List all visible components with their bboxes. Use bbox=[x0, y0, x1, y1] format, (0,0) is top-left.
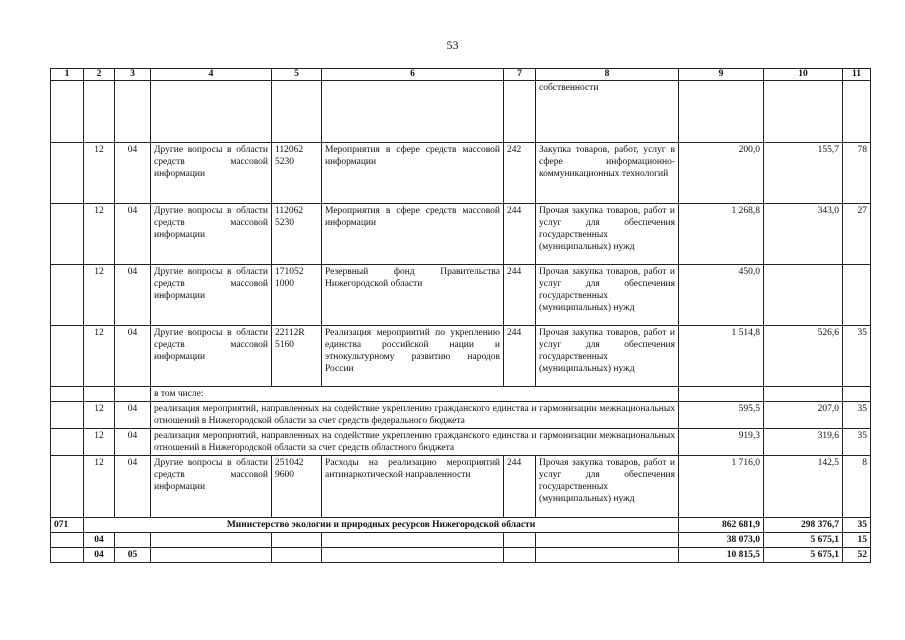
executed-amount: 155,7 bbox=[764, 143, 843, 204]
section-code: 04 bbox=[84, 548, 115, 563]
section-code: 12 bbox=[84, 265, 115, 326]
target-article-name: Реализация мероприятий по укреплению единства российской нации и этнокультурному развитию народов России bbox=[322, 326, 504, 387]
target-article-code: 171052 1000 bbox=[272, 265, 322, 326]
including-label: в том числе: bbox=[151, 387, 679, 402]
table-row bbox=[51, 518, 871, 533]
section-code: 12 bbox=[84, 326, 115, 387]
ministry-code: 071 bbox=[51, 518, 84, 533]
target-article-code: 22112R 5160 bbox=[272, 326, 322, 387]
execution-percent: 8 bbox=[843, 456, 871, 518]
expense-type-cell: Прочая закупка товаров, работ и услуг для обеспечения государственных (муниципальных) нужд bbox=[536, 265, 679, 326]
planned-amount: 1 268,8 bbox=[679, 204, 764, 265]
ministry-name: Министерство экологии и природных ресурсов Нижегородской области bbox=[84, 518, 679, 533]
target-article-code: 112062 5230 bbox=[272, 204, 322, 265]
executed-amount: 343,0 bbox=[764, 204, 843, 265]
planned-amount: 200,0 bbox=[679, 143, 764, 204]
header-cell: 10 bbox=[764, 69, 843, 81]
header-cell: 6 bbox=[322, 69, 504, 81]
header-cell: 4 bbox=[151, 69, 272, 81]
expense-type-code: 244 bbox=[504, 204, 536, 265]
table-row bbox=[51, 429, 871, 456]
planned-amount: 862 681,9 bbox=[679, 518, 764, 533]
execution-percent: 52 bbox=[843, 548, 871, 563]
planned-amount: 595,5 bbox=[679, 402, 764, 429]
section-code: 12 bbox=[84, 456, 115, 518]
subsection-code: 04 bbox=[115, 456, 151, 518]
planned-amount: 1 716,0 bbox=[679, 456, 764, 518]
subsection-code: 05 bbox=[115, 548, 151, 563]
execution-percent: 35 bbox=[843, 518, 871, 533]
target-article-name: Мероприятия в сфере средств массовой информации bbox=[322, 143, 504, 204]
header-cell: 11 bbox=[843, 69, 871, 81]
execution-percent: 15 bbox=[843, 533, 871, 548]
subsection-code: 04 bbox=[115, 204, 151, 265]
header-cell: 5 bbox=[272, 69, 322, 81]
target-article-name: Резервный фонд Правительства Нижегородской области bbox=[322, 265, 504, 326]
section-name: Другие вопросы в области средств массовой информации bbox=[151, 265, 272, 326]
subsection-code bbox=[115, 533, 151, 548]
expense-type-cell: Прочая закупка товаров, работ и услуг для обеспечения государственных (муниципальных) нужд bbox=[536, 326, 679, 387]
subsection-code: 04 bbox=[115, 143, 151, 204]
executed-amount: 5 675,1 bbox=[764, 548, 843, 563]
page-number: 53 bbox=[446, 38, 459, 52]
expense-type-cell: Прочая закупка товаров, работ и услуг для обеспечения государственных (муниципальных) нужд bbox=[536, 204, 679, 265]
section-code: 12 bbox=[84, 429, 115, 456]
subsection-code: 04 bbox=[115, 402, 151, 429]
table-row bbox=[51, 456, 871, 518]
planned-amount: 450,0 bbox=[679, 265, 764, 326]
expense-type-code: 244 bbox=[504, 456, 536, 518]
executed-amount: 5 675,1 bbox=[764, 533, 843, 548]
table-row bbox=[51, 533, 871, 548]
executed-amount: 526,6 bbox=[764, 326, 843, 387]
target-article-name: Мероприятия в сфере средств массовой информации bbox=[322, 204, 504, 265]
section-code: 12 bbox=[84, 204, 115, 265]
subsection-code: 04 bbox=[115, 429, 151, 456]
planned-amount: 38 073,0 bbox=[679, 533, 764, 548]
planned-amount: 1 514,8 bbox=[679, 326, 764, 387]
expense-type-cell: Закупка товаров, работ, услуг в сфере информационно-коммуникационных технологий bbox=[536, 143, 679, 204]
planned-amount: 10 815,5 bbox=[679, 548, 764, 563]
expense-type-code: 244 bbox=[504, 326, 536, 387]
execution-percent: 35 bbox=[843, 326, 871, 387]
header-cell: 7 bbox=[504, 69, 536, 81]
header-cell: 3 bbox=[115, 69, 151, 81]
header-cell: 8 bbox=[536, 69, 679, 81]
execution-percent: 35 bbox=[843, 429, 871, 456]
section-name: Другие вопросы в области средств массовой информации bbox=[151, 204, 272, 265]
table-row bbox=[51, 265, 871, 326]
section-code: 12 bbox=[84, 143, 115, 204]
expense-type-cell: Прочая закупка товаров, работ и услуг для обеспечения государственных (муниципальных) нужд bbox=[536, 456, 679, 518]
execution-percent: 35 bbox=[843, 402, 871, 429]
target-article-name: Расходы на реализацию мероприятий антинаркотической направленности bbox=[322, 456, 504, 518]
executed-amount: 207,0 bbox=[764, 402, 843, 429]
section-code: 04 bbox=[84, 533, 115, 548]
sub-item-description: реализация мероприятий, направленных на содействие укреплению гражданского единства и гармонизации межнациональных отношений в Нижегородской области за счет средств федерального бюджета bbox=[151, 402, 679, 429]
subsection-code: 04 bbox=[115, 265, 151, 326]
executed-amount: 319,6 bbox=[764, 429, 843, 456]
execution-percent: 78 bbox=[843, 143, 871, 204]
header-cell: 2 bbox=[84, 69, 115, 81]
section-name: Другие вопросы в области средств массовой информации bbox=[151, 326, 272, 387]
execution-percent: 27 bbox=[843, 204, 871, 265]
budget-table bbox=[50, 68, 871, 563]
table-row bbox=[51, 143, 871, 204]
executed-amount: 298 376,7 bbox=[764, 518, 843, 533]
table-row bbox=[51, 326, 871, 387]
expense-type-code: 244 bbox=[504, 265, 536, 326]
executed-amount bbox=[764, 265, 843, 326]
subsection-code: 04 bbox=[115, 326, 151, 387]
table-row bbox=[51, 548, 871, 563]
section-code: 12 bbox=[84, 402, 115, 429]
planned-amount: 919,3 bbox=[679, 429, 764, 456]
header-cell: 9 bbox=[679, 69, 764, 81]
executed-amount: 142,5 bbox=[764, 456, 843, 518]
table-row bbox=[51, 81, 871, 143]
target-article-code: 251042 9600 bbox=[272, 456, 322, 518]
section-name: Другие вопросы в области средств массовой информации bbox=[151, 143, 272, 204]
table-row bbox=[51, 204, 871, 265]
header-row bbox=[51, 69, 871, 81]
target-article-code: 112062 5230 bbox=[272, 143, 322, 204]
expense-type-cell: собственности bbox=[536, 81, 679, 143]
section-name: Другие вопросы в области средств массовой информации bbox=[151, 456, 272, 518]
expense-type-code: 242 bbox=[504, 143, 536, 204]
header-cell: 1 bbox=[51, 69, 84, 81]
sub-item-description: реализация мероприятий, направленных на содействие укреплению гражданского единства и гармонизации межнациональных отношений в Нижегородской области за счет средств областного бюджета bbox=[151, 429, 679, 456]
table-row bbox=[51, 387, 871, 402]
execution-percent bbox=[843, 265, 871, 326]
table-row bbox=[51, 402, 871, 429]
